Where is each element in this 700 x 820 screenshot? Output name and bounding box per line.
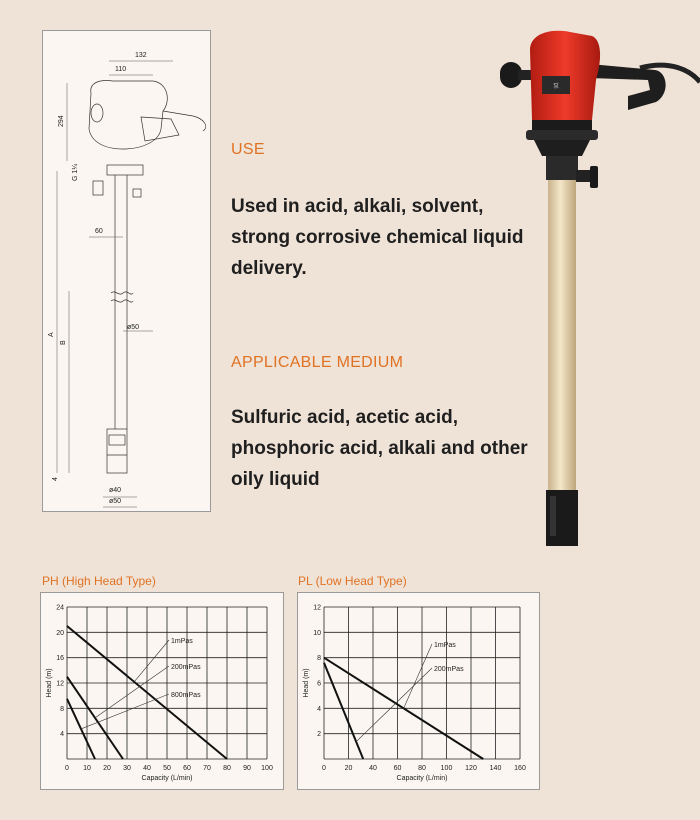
chart-grid: [67, 607, 267, 759]
x-tick-label: 50: [163, 765, 171, 772]
series-leader-line: [81, 694, 169, 729]
x-tick-label: 100: [440, 765, 453, 772]
dim-132: 132: [135, 52, 147, 59]
series-label: 200mPas: [434, 666, 464, 673]
x-tick-label: 120: [465, 765, 477, 772]
x-axis-label: Capacity (L/min): [141, 775, 193, 782]
ph-chart: [40, 592, 284, 790]
y-tick-label: 4: [317, 705, 321, 713]
y-tick-label: 20: [56, 629, 64, 637]
x-tick-label: 40: [143, 765, 151, 772]
series-leader-line: [134, 640, 169, 682]
series-leader-line: [356, 668, 432, 742]
pl-chart-title: PL (Low Head Type): [298, 574, 407, 588]
x-tick-label: 30: [123, 765, 131, 772]
dim-4: 4: [52, 477, 59, 481]
x-tick-label: 10: [83, 765, 91, 772]
y-tick-label: 12: [313, 604, 321, 612]
y-axis-label: Head (m): [46, 668, 53, 698]
series-leader-line: [404, 644, 432, 708]
pl-chart: [297, 592, 540, 790]
series-line: [324, 663, 363, 759]
y-tick-label: 4: [60, 731, 64, 739]
x-tick-label: 100: [261, 765, 273, 772]
dim-tube-dia: ø50: [127, 324, 140, 331]
medium-heading: APPLICABLE MEDIUM: [231, 354, 404, 371]
x-tick-label: 140: [489, 765, 502, 772]
x-tick-label: 20: [344, 765, 353, 772]
ph-chart-title: PH (High Head Type): [42, 574, 156, 588]
pump-dimension-drawing: [43, 31, 212, 513]
x-tick-label: 70: [203, 765, 211, 772]
dim-60: 60: [95, 228, 103, 235]
x-tick-label: 80: [418, 765, 426, 772]
dim-thread: G 1¼: [72, 163, 79, 181]
use-text: Used in acid, alkali, solvent, strong corrosive chemical liquid delivery.: [231, 196, 524, 279]
dim-294: 294: [58, 115, 65, 127]
dim-foot-dia-50: ø50: [109, 498, 122, 505]
series-label: 1mPas: [171, 638, 193, 645]
x-tick-label: 20: [103, 765, 111, 772]
series-label: 1mPas: [434, 642, 456, 649]
y-tick-label: 24: [56, 604, 64, 612]
pl-chart-svg: [298, 593, 541, 791]
series-label: 800mPas: [171, 692, 201, 699]
x-tick-label: 40: [369, 765, 377, 772]
dim-a: A: [48, 332, 55, 337]
use-heading: USE: [231, 141, 265, 158]
y-tick-label: 8: [317, 655, 321, 663]
x-axis-label: Capacity (L/min): [396, 775, 448, 782]
dim-b: B: [60, 340, 67, 345]
medium-text: Sulfuric acid, acetic acid, phosphoric acid, alkali and other oily liquid: [231, 407, 528, 490]
x-tick-label: 90: [243, 765, 251, 772]
dim-110: 110: [115, 66, 127, 73]
y-tick-label: 8: [60, 705, 64, 713]
x-tick-label: 0: [322, 765, 326, 772]
dim-foot-dia-40: ø40: [109, 487, 122, 494]
motor-label: 泵: [552, 84, 560, 90]
x-tick-label: 60: [183, 765, 191, 772]
series-label: 200mPas: [171, 664, 201, 671]
y-tick-label: 2: [317, 731, 321, 739]
series-leader-line: [95, 666, 169, 718]
y-tick-label: 6: [317, 680, 321, 688]
x-tick-label: 160: [514, 765, 526, 772]
x-tick-label: 80: [223, 765, 231, 772]
technical-drawing: [42, 30, 211, 512]
x-tick-label: 60: [393, 765, 402, 772]
drum-pump-image: [490, 20, 700, 560]
y-tick-label: 12: [56, 680, 64, 688]
x-tick-label: 0: [65, 765, 69, 772]
ph-chart-svg: [41, 593, 285, 791]
y-tick-label: 16: [56, 655, 64, 663]
y-axis-label: Head (m): [303, 668, 310, 698]
y-tick-label: 10: [313, 629, 321, 637]
